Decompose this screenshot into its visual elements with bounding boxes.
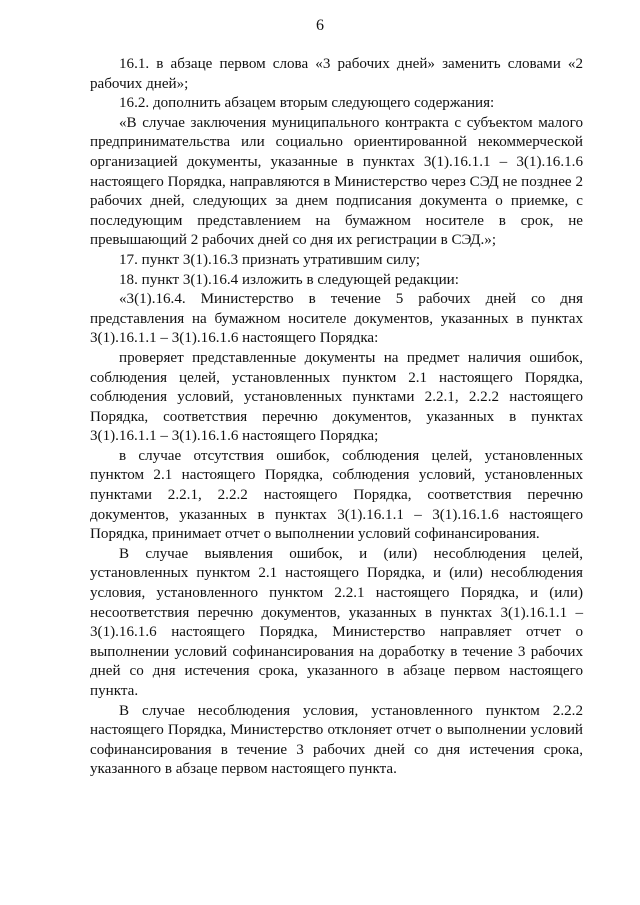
paragraph-18: 18. пункт 3(1).16.4 изложить в следующей редакции:	[119, 271, 459, 288]
paragraph-16-4: «3(1).16.4. Министерство в течение 5 рабочих дней со дня представления на бумажном носителе документов, указанных в пунктах 3(1).16.1.1 – 3(1).16.1.6 настоящего Порядка:	[90, 291, 583, 347]
paragraph-errors-case: В случае выявления ошибок, и (или) несоблюдения целей, установленных пунктом 2.1 настоящего Порядка, и (или) несоблюдения условия, установленного пунктом 2.2.1 настоящего Порядка, и (или) несоответствия перечню документов, указанных в пунктах 3(1).16.1.1 – 3(1).16.1.6 настоящего Порядка, Министерство направляет отчет о выполнении условий софинансирования на доработку в течение 3 рабочих дней со дня истечения срока, указанного в абзаце первом настоящего пункта.	[90, 545, 583, 699]
paragraph-checks: проверяет представленные документы на предмет наличия ошибок, соблюдения целей, установленных пунктом 2.1 настоящего Порядка, соблюдения условий, установленных пунктами 2.2.1, 2.2.2 настоящего Порядка, соответствия перечню документов, указанных в пунктах 3(1).16.1.1 – 3(1).16.1.6 настоящего Порядка;	[90, 349, 583, 445]
paragraph-noncompliance-case: В случае несоблюдения условия, установленного пунктом 2.2.2 настоящего Порядка, Министерство отклоняет отчет о выполнении условий софинансирования в течение 3 рабочих дней со дня истечения срока, указанного в абзаце первом настоящего пункта.	[90, 702, 583, 778]
document-body	[90, 55, 583, 780]
page-number: 6	[316, 17, 324, 34]
paragraph-accepts-report: в случае отсутствия ошибок, соблюдения целей, установленных пунктом 2.1 настоящего Порядка, соблюдения условий, установленных пунктами 2.2.1, 2.2.2 настоящего Порядка, соответствия перечню документов, указанных в пунктах 3(1).16.1.1 – 3(1).16.1.6 настоящего Порядка, принимает отчет о выполнении условий софинансирования.	[90, 447, 583, 543]
paragraph-quote-contract: «В случае заключения муниципального контракта с субъектом малого предпринимательства или социально ориентированной некоммерческой организацией документы, указанные в пунктах 3(1).16.1.1 – 3(1).16.1.6 настоящего Порядка, направляются в Министерство через СЭД не позднее 2 рабочих дней, следующих за днем подписания документа о приемке, с последующим представлением на бумажном носителе в срок, не превышающий 2 рабочих дней со дня их регистрации в СЭД.»;	[90, 114, 583, 249]
paragraph-16-2: 16.2. дополнить абзацем вторым следующего содержания:	[119, 95, 495, 112]
paragraph-17: 17. пункт 3(1).16.3 признать утратившим силу;	[119, 251, 421, 268]
paragraph-16-1: 16.1. в абзаце первом слова «3 рабочих дней» заменить словами «2 рабочих дней»;	[90, 56, 583, 92]
